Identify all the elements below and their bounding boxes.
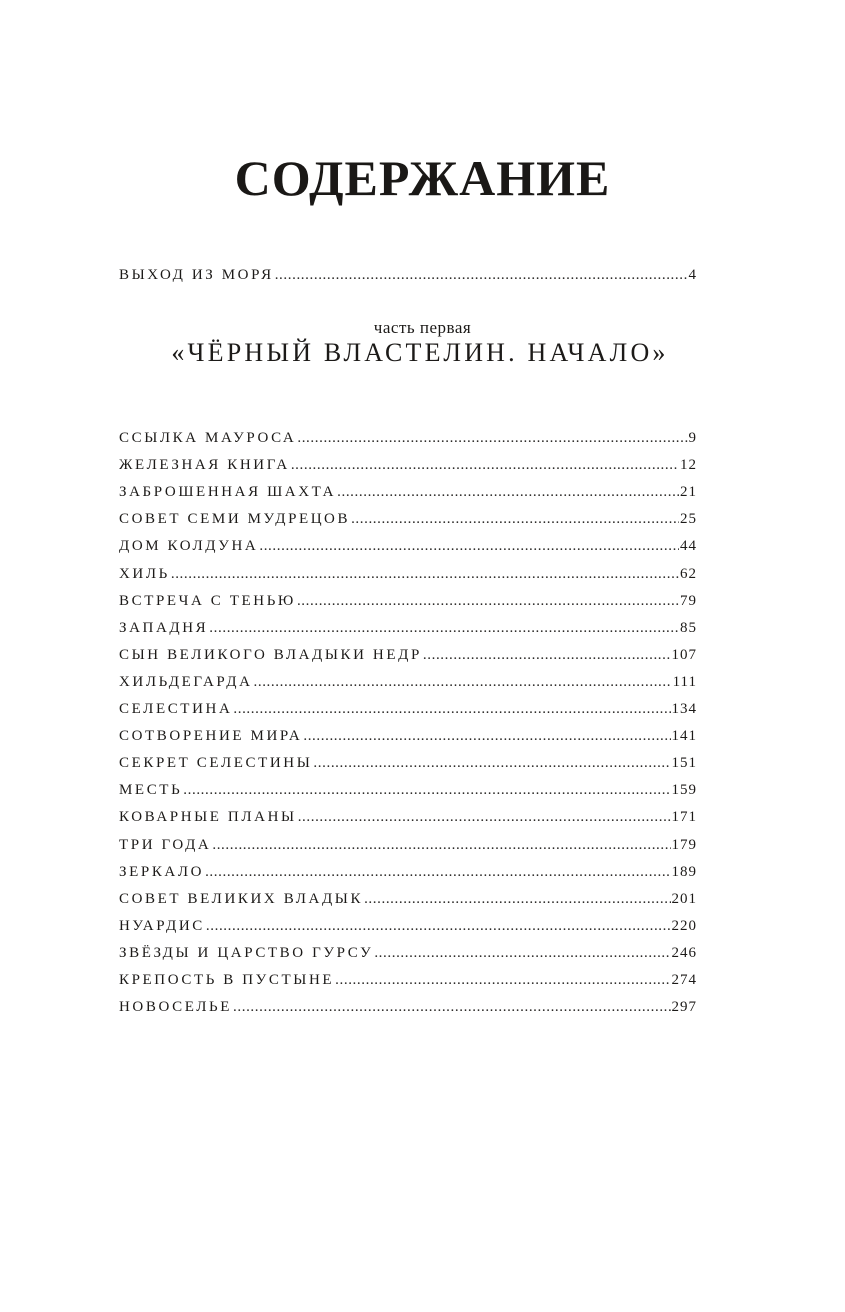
toc-entry-page: 25 <box>680 511 697 528</box>
toc-leader-dots <box>423 645 671 665</box>
toc-entry[interactable] <box>119 645 697 665</box>
toc-entry[interactable] <box>119 536 697 556</box>
toc-leader-dots <box>171 564 679 584</box>
toc-entry-title: СОВЕТ ВЕЛИКИХ ВЛАДЫК <box>119 890 364 907</box>
toc-entry[interactable] <box>119 591 697 611</box>
toc-entry-page: 4 <box>688 267 697 283</box>
toc-entry-title: ДОМ КОЛДУНА <box>119 538 259 555</box>
toc-entry[interactable] <box>119 509 697 529</box>
toc-entry[interactable] <box>119 482 697 502</box>
toc-entry[interactable] <box>119 618 697 638</box>
toc-entry-title: ЖЕЛЕЗНАЯ КНИГА <box>119 457 290 474</box>
toc-leader-dots <box>337 482 679 502</box>
toc-entry-title: МЕСТЬ <box>119 782 183 799</box>
toc-entry-page: 134 <box>671 701 697 717</box>
toc-leader-dots <box>212 835 670 855</box>
page-title: СОДЕРЖАНИЕ <box>234 150 611 206</box>
toc-entry-title: СОВЕТ СЕМИ МУДРЕЦОВ <box>119 511 351 528</box>
toc-entry-title: ХИЛЬ <box>119 565 170 582</box>
toc-entry-page: 12 <box>680 457 697 474</box>
toc-entry[interactable] <box>119 862 697 882</box>
toc-entry-page: 107 <box>671 646 697 663</box>
toc-entry-title: ЗАБРОШЕННАЯ ШАХТА <box>119 484 337 501</box>
toc-entry[interactable] <box>119 726 697 746</box>
toc-entry-page: 201 <box>671 890 697 907</box>
toc-leader-dots <box>233 997 670 1017</box>
toc-leader-dots <box>183 780 670 800</box>
toc-leader-dots <box>298 807 671 827</box>
toc-entry[interactable] <box>119 970 697 990</box>
toc-entry-page: 62 <box>680 565 697 582</box>
toc-entry[interactable] <box>119 835 697 855</box>
toc-entry-intro[interactable] <box>119 265 697 285</box>
toc-entry-page: 9 <box>688 430 697 446</box>
toc-entry-page: 274 <box>671 972 697 988</box>
toc-entry[interactable] <box>119 997 697 1017</box>
toc-leader-dots <box>259 536 679 556</box>
toc-entry-page: 179 <box>671 836 697 853</box>
toc-leader-dots <box>254 672 672 692</box>
part-label: часть первая <box>373 318 472 337</box>
toc-leader-dots <box>303 726 670 746</box>
toc-entry[interactable] <box>119 699 697 719</box>
toc-leader-dots <box>313 753 670 773</box>
toc-leader-dots <box>374 943 670 963</box>
toc-entry-title: СЕКРЕТ СЕЛЕСТИНЫ <box>119 755 313 772</box>
toc-leader-dots <box>335 970 670 990</box>
toc-entry-title: ЗЕРКАЛО <box>119 863 205 880</box>
toc-entry-page: 189 <box>671 863 697 880</box>
toc-entry-page: 159 <box>671 782 697 799</box>
toc-leader-dots <box>206 916 671 936</box>
toc-entry-title: КОВАРНЫЕ ПЛАНЫ <box>119 809 297 826</box>
toc-entry-title: СОТВОРЕНИЕ МИРА <box>119 728 303 745</box>
toc-entry-page: 171 <box>671 809 697 826</box>
toc-leader-dots <box>209 618 679 638</box>
toc-leader-dots <box>351 509 679 529</box>
toc-entry-title: ТРИ ГОДА <box>119 836 212 853</box>
toc-entry-page: 85 <box>680 619 697 636</box>
toc-entry[interactable] <box>119 428 697 448</box>
toc-entry-title: КРЕПОСТЬ В ПУСТЫНЕ <box>119 972 335 988</box>
toc-entry-page: 111 <box>672 673 697 690</box>
toc-entry-title: ВЫХОД ИЗ МОРЯ <box>119 267 274 283</box>
toc-entry[interactable] <box>119 753 697 773</box>
toc-entry[interactable] <box>119 672 697 692</box>
toc-entry[interactable] <box>119 564 697 584</box>
part-title: «ЧЁРНЫЙ ВЛАСТЕЛИН. НАЧАЛО» <box>171 338 669 367</box>
toc-entry[interactable] <box>119 807 697 827</box>
toc-leader-dots <box>364 889 670 909</box>
toc-entry-title: НОВОСЕЛЬЕ <box>119 999 233 1016</box>
toc-entry[interactable] <box>119 943 697 963</box>
toc-leader-dots <box>291 455 679 475</box>
toc-entry-title: ССЫЛКА МАУРОСА <box>119 430 297 446</box>
toc-leader-dots <box>297 591 679 611</box>
toc-entry-page: 44 <box>680 538 697 555</box>
toc-entry-title: ЗАПАДНЯ <box>119 619 209 636</box>
toc-leader-dots <box>233 699 670 719</box>
toc-entry-title: ХИЛЬДЕГАРДА <box>119 673 253 690</box>
toc-leader-dots <box>275 265 688 285</box>
toc-entry[interactable] <box>119 455 697 475</box>
toc-entry-page: 79 <box>680 592 697 609</box>
toc-entry-page: 141 <box>671 728 697 745</box>
toc-entry-page: 297 <box>671 999 697 1016</box>
toc-entry-title: СЫН ВЕЛИКОГО ВЛАДЫКИ НЕДР <box>119 646 422 663</box>
toc-entry-page: 151 <box>671 755 697 772</box>
toc-entry-title: ВСТРЕЧА С ТЕНЬЮ <box>119 592 296 609</box>
toc-entry[interactable] <box>119 780 697 800</box>
toc-entry-page: 246 <box>671 944 697 961</box>
toc-entry[interactable] <box>119 889 697 909</box>
toc-entry-title: СЕЛЕСТИНА <box>119 701 233 717</box>
toc-leader-dots <box>297 428 687 448</box>
toc-entry-page: 21 <box>680 484 697 501</box>
toc-entry-title: ЗВЁЗДЫ И ЦАРСТВО ГУРСУ <box>119 944 374 961</box>
toc-entry[interactable] <box>119 916 697 936</box>
toc-entry-page: 220 <box>671 917 697 934</box>
toc-entry-title: НУАРДИС <box>119 917 205 934</box>
toc-leader-dots <box>205 862 670 882</box>
